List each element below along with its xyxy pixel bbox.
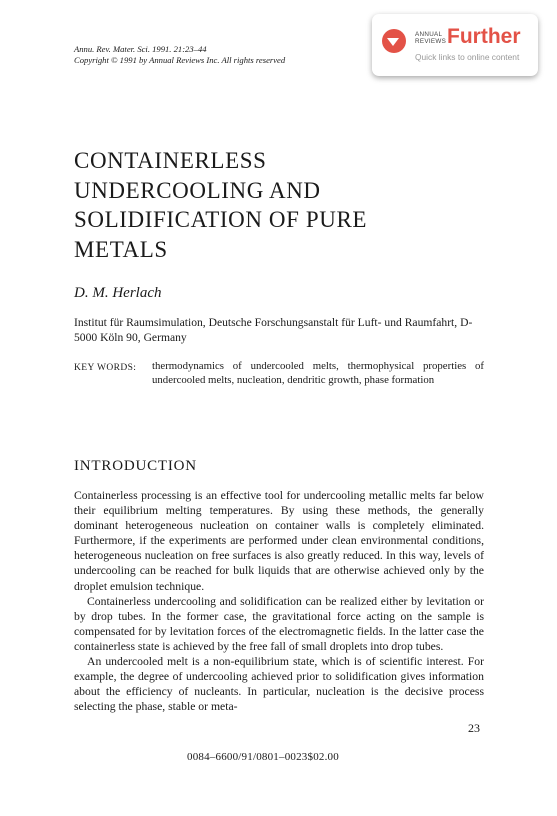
footer-code: 0084–6600/91/0801–0023$02.00 [187, 751, 339, 763]
paragraph: An undercooled melt is a non-equilibrium state, which is of scientific interest. For example, the degree of undercooling achieved prior to solidification gives information about the efficiency of nucleants. In particular, nucleation is the decisive process selecting the phase, stable or meta- [74, 655, 484, 714]
article-title: CONTAINERLESS UNDERCOOLING AND SOLIDIFICATION OF PURE METALS [74, 148, 368, 262]
citation-block [74, 44, 285, 66]
journal-citation: Annu. Rev. Mater. Sci. 1991. 21:23–44 [74, 44, 207, 54]
further-reviews-badge[interactable] [372, 14, 538, 76]
download-arrow-icon [382, 29, 406, 53]
section-heading: INTRODUCTION [74, 458, 197, 474]
body-text [74, 488, 484, 714]
author-affiliation: Institut für Raumsimulation, Deutsche Forschungsanstalt für Luft- und Raumfahrt, D-5000 Köln 90, Germany [74, 316, 473, 344]
keywords-label: KEY WORDS: [74, 363, 137, 373]
keywords-text: thermodynamics of undercooled melts, thermophysical properties of undercooled melts, nucleation, dendritic growth, phase formation [152, 360, 484, 386]
quick-links-text: Quick links to online content [415, 52, 520, 62]
page-number: 23 [468, 721, 480, 735]
paragraph: Containerless processing is an effective tool for undercooling metallic melts far below their equilibrium melting temperatures. By using these methods, the generally dominant heterogeneous nucleation on container walls is completely eliminated. Furthermore, if the experiments are performed under clean environmental conditions, heterogeneous nucleation on free surfaces is also greatly reduced. In this way, levels of undercooling can be reached for bulk liquids that are otherwise achieved only by the droplet emulsion technique. [74, 489, 484, 593]
paragraph: Containerless undercooling and solidification can be realized either by levitation or by drop tubes. In the former case, the gravitational force acting on the sample is compensated for by levitation forces of the electromagnetic fields. In the latter case the containerless state is achieved by the free fall of small droplets into drop tubes. [74, 594, 484, 653]
annual-reviews-logo-text: ANNUAL REVIEWS [415, 31, 447, 45]
further-label: Further [447, 25, 521, 48]
copyright-notice: Copyright © 1991 by Annual Reviews Inc. All rights reserved [74, 55, 286, 65]
author-name: D. M. Herlach [74, 285, 162, 301]
